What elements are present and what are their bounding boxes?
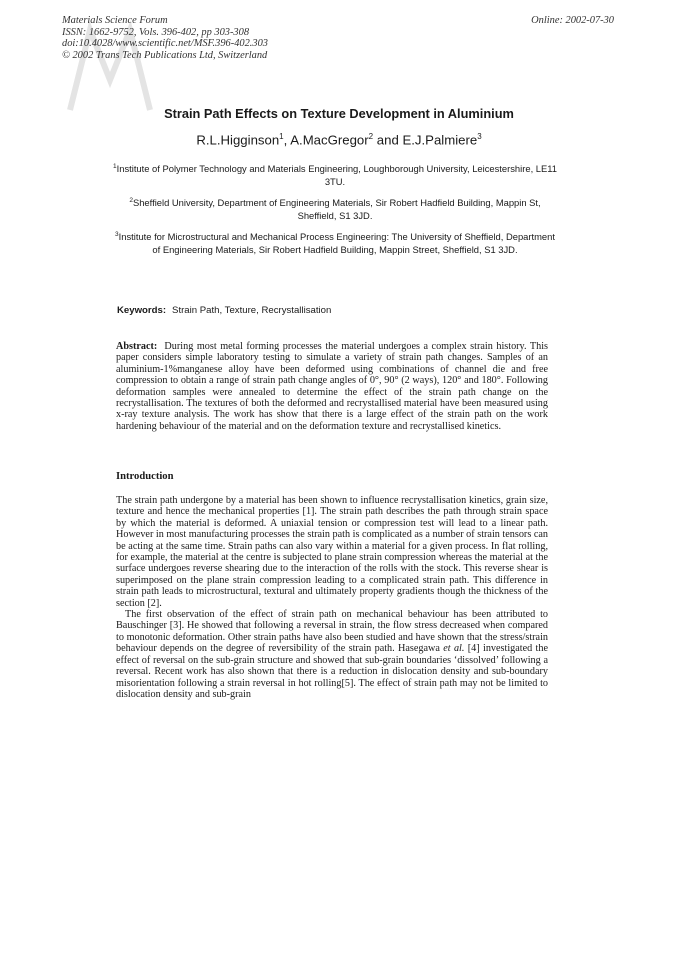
paragraph-italic: et al. (443, 643, 465, 655)
abstract-text: During most metal forming processes the material undergoes a complex strain history. This paper considers simple laboratory testing to simulate a variety of strain path changes. Samples of an aluminium-1%manganese alloy have been deformed using combinations of channel die and free compression to obtain a range of strain path change angles of 0°, 90° (2 ways), 120° and 180°. Following deformation samples were annealed to determine the effect of the strain path change on the recrystallisation. The textures of both the deformed and recrystallised material have been measured using x-ray texture analysis. The work has show that there is a large effect of the strain path on the work hardening behaviour of the material and on the deformation texture and recrystallised kinetics. (116, 341, 549, 432)
abstract (116, 341, 548, 432)
keywords-text: Strain Path, Texture, Recrystallisation (172, 305, 332, 316)
affiliation-text: Institute for Microstructural and Mechanical Process Engineering: The University of Sheffield, Department of Engineering Materials, Sir Robert Hadfield Building, Mappin Street, Sheffield, S1 3JD. (118, 231, 555, 255)
paragraph: The strain path undergone by a material has been shown to influence recrystallisation kinetics, grain size, texture and hence the mechanical properties [1]. The strain path describes the path through strain space by which the material is deformed. A uniaxial tension or compression test will lead to a linear path. However in most manufacturing processes the strain path is complicated as a number of strain tensors can be acting at the same time. Strain paths can also vary within a material for a given process. In flat rolling, for example, the material at the centre is subjected to plane strain compression whereas the material at the surface undergoes reverse shearing due to the interaction of the rolls with the stock. This reverse shear is superimposed on the plane strain compression leading to a complicated strain path. This difference in strain path leads to microstructural, textural and ultimately property gradients though the thickness of the section [2]. (116, 495, 548, 609)
journal-issn: ISSN: 1662-9752, Vols. 396-402, pp 303-308 (62, 26, 250, 38)
introduction-body (116, 495, 548, 700)
paper-title: Strain Path Effects on Texture Development in Aluminium (164, 106, 514, 121)
affiliation-mark: 3 (115, 231, 119, 238)
author-affiliation-mark: 1 (279, 132, 284, 141)
keywords-label: Keywords: (117, 305, 167, 316)
section-heading: Introduction (116, 471, 174, 482)
author-affiliation-mark: 3 (477, 132, 482, 141)
paragraph-text: The first observation of the effect of strain path on mechanical behaviour has been attributed to Bauschinger [3]. He showed that following a reversal in strain, the flow stress decreased when compared to monotonic deformation. Other strain paths have also been studied and have shown that the stress/strain behaviour depends on the degree of reversibility of the strain path. Hasegawa (116, 609, 548, 655)
affiliation (112, 229, 558, 256)
author-separator: and (373, 132, 403, 148)
author-name: R.L.Higginson (196, 132, 280, 148)
author-separator: , (283, 132, 291, 148)
affiliation (112, 195, 558, 222)
affiliation-mark: 1 (113, 163, 117, 170)
affiliation (112, 161, 558, 188)
affiliation-mark: 2 (129, 197, 133, 204)
online-date: Online: 2002-07-30 (531, 15, 614, 26)
keywords (117, 305, 331, 316)
author-list (0, 132, 678, 147)
journal-name: Materials Science Forum (62, 15, 168, 26)
affiliation-text: Institute of Polymer Technology and Materials Engineering, Loughborough University, Leicestershire, LE11 3TU. (116, 163, 557, 187)
author-name: E.J.Palmiere (402, 132, 478, 148)
paragraph-text: [4] investigated the effect of reversal on the sub-grain structure and showed that sub-grain boundaries ‘dissolved’ following a reversal. Recent work has also shown that there is a reduction in dislocation density and sub-boundary misorientation following a strain reversal in hot rolling[5]. The effect of strain path may not be limited to dislocation density and sub-grain (116, 643, 549, 700)
journal-copyright: © 2002 Trans Tech Publications Ltd, Switzerland (62, 49, 268, 61)
author-name: A.MacGregor (290, 132, 369, 148)
affiliation-text: Sheffield University, Department of Engineering Materials, Sir Robert Hadfield Building, Mappin St, Sheffield, S1 3JD. (132, 197, 541, 221)
journal-doi[interactable]: doi:10.4028/www.scientific.net/MSF.396-402.303 (62, 38, 268, 50)
journal-header (62, 15, 268, 61)
paragraph (116, 609, 548, 700)
author-affiliation-mark: 2 (368, 132, 374, 141)
abstract-label: Abstract: (116, 341, 158, 352)
